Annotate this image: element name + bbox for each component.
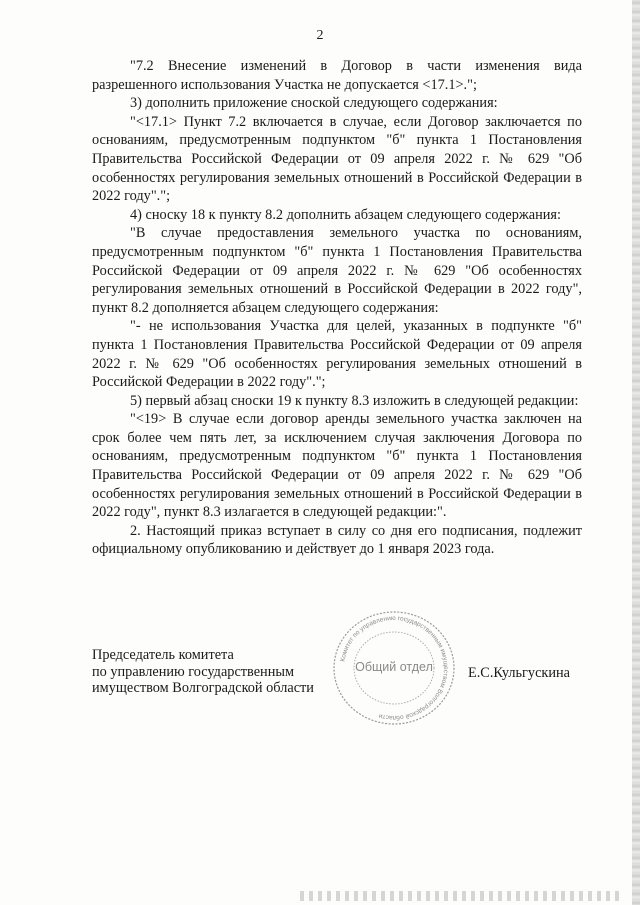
paragraph-effective-date: 2. Настоящий приказ вступает в силу со дня его подписания, подлежит официальному опубликованию и действует до 1 января 2023 года. (92, 522, 582, 558)
paragraph-item-3: 3) дополнить приложение сноской следующего содержания: (130, 95, 498, 112)
signatory-title-line: Председатель комитета (92, 647, 234, 663)
signatory-title-line: по управлению государственным (92, 663, 295, 680)
scan-bottom-artifact (300, 891, 620, 901)
paragraph-footnote-19: "<19> В случае если договор аренды земельного участка заключен на срок более чем пять лет, за исключением случая заключения Договора по основаниям, предусмотренным подпунктом "б" пункта 1 Постановления Правительства Российской Федерации от 09 апреля 2022 г. № 629 "Об особенностях регулирования земельных отношений в Российской Федерации в 2022 году", пункт 8.3 излагается в следующей редакции:". (92, 411, 582, 521)
signatory-name: Е.С.Кульгускина (468, 665, 571, 681)
scan-edge-artifact (632, 0, 640, 905)
paragraph-item-5: 5) первый абзац сноски 19 к пункту 8.3 изложить в следующей редакции: (130, 392, 579, 409)
paragraph-footnote-17-1: "<17.1> Пункт 7.2 включается в случае, если Договор заключается по основаниям, предусмотренным подпунктом "б" пункта 1 Постановления Правительства Российской Федерации от 09 апреля 2022 г. № 629 "Об особенностях регулирования земельных отношений в Российской Федерации в 2022 году"."; (92, 113, 582, 205)
paragraph-7-2: "7.2 Внесение изменений в Договор в части изменения вида разрешенного использования Участка не допускается <17.1>."; (92, 58, 582, 93)
paragraph-non-use-clause: "- не использования Участка для целей, указанных в подпункте "б" пункта 1 Постановления Правительства Российской Федерации от 09 апреля 2022 г. № 629 "Об особенностях регулирования земельных отношений в Российской Федерации в 2022 году"."; (92, 318, 582, 391)
paragraph-footnote-18-addition: "В случае предоставления земельного участка по основаниям, предусмотренным подпунктом "б" пункта 1 Постановления Правительства Российской Федерации от 09 апреля 2022 г. № 629 "Об особенностях регулирования земельных отношений в Российской Федерации в 2022 году", пункт 8.2 дополняется абзацем следующего содержания: (92, 225, 582, 316)
signatory-title-line: имуществом Волгоградской области (92, 680, 314, 696)
paragraph-item-4: 4) сноску 18 к пункту 8.2 дополнить абзацем следующего содержания: (130, 206, 561, 223)
official-stamp (329, 610, 459, 726)
stamp-center-text: Общий отдел (355, 660, 433, 674)
signatory-title (92, 647, 314, 697)
document-body (92, 57, 582, 559)
page-number: 2 (316, 28, 324, 43)
stamp-ring-text: Комитет по управлению государственным имуществом Волгоградской области (339, 614, 450, 722)
